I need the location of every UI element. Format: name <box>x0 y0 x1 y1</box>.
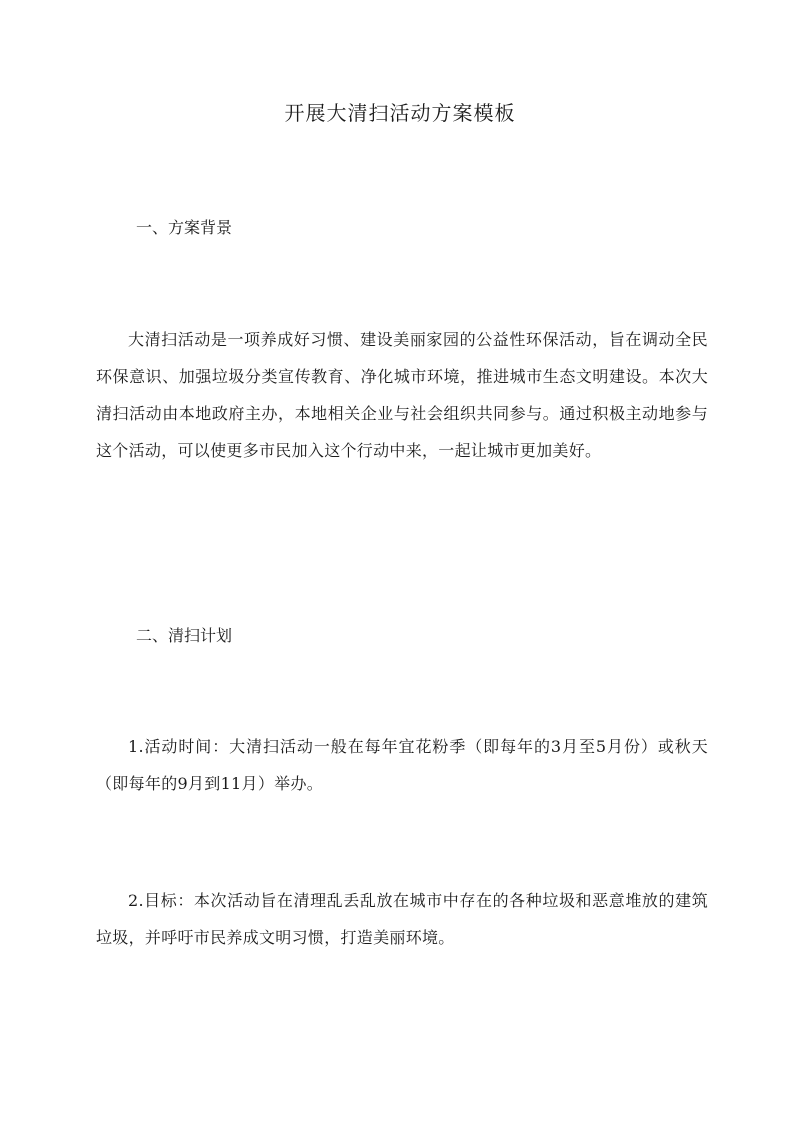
document-title: 开展大清扫活动方案模板 <box>284 101 516 125</box>
section-heading-plan: 二、清扫计划 <box>136 626 233 645</box>
paragraph-goal: 2.目标：本次活动旨在清理乱丢乱放在城市中存在的各种垃圾和恶意堆放的建筑垃圾，并呼吁市民养成文明习惯，打造美丽环境。 <box>96 891 708 947</box>
paragraph-background: 大清扫活动是一项养成好习惯、建设美丽家园的公益性环保活动，旨在调动全民环保意识、加强垃圾分类宣传教育、净化城市环境，推进城市生态文明建设。本次大清扫活动由本地政府主办，本地相关企业与社会组织共同参与。通过积极主动地参与这个活动，可以使更多市民加入这个行动中来，一起让城市更加美好。 <box>96 330 708 460</box>
section-heading-background: 一、方案背景 <box>136 218 233 237</box>
paragraph-activity-time: 1.活动时间：大清扫活动一般在每年宜花粉季（即每年的3月至5月份）或秋天（即每年的9月到11月）举办。 <box>96 737 708 793</box>
